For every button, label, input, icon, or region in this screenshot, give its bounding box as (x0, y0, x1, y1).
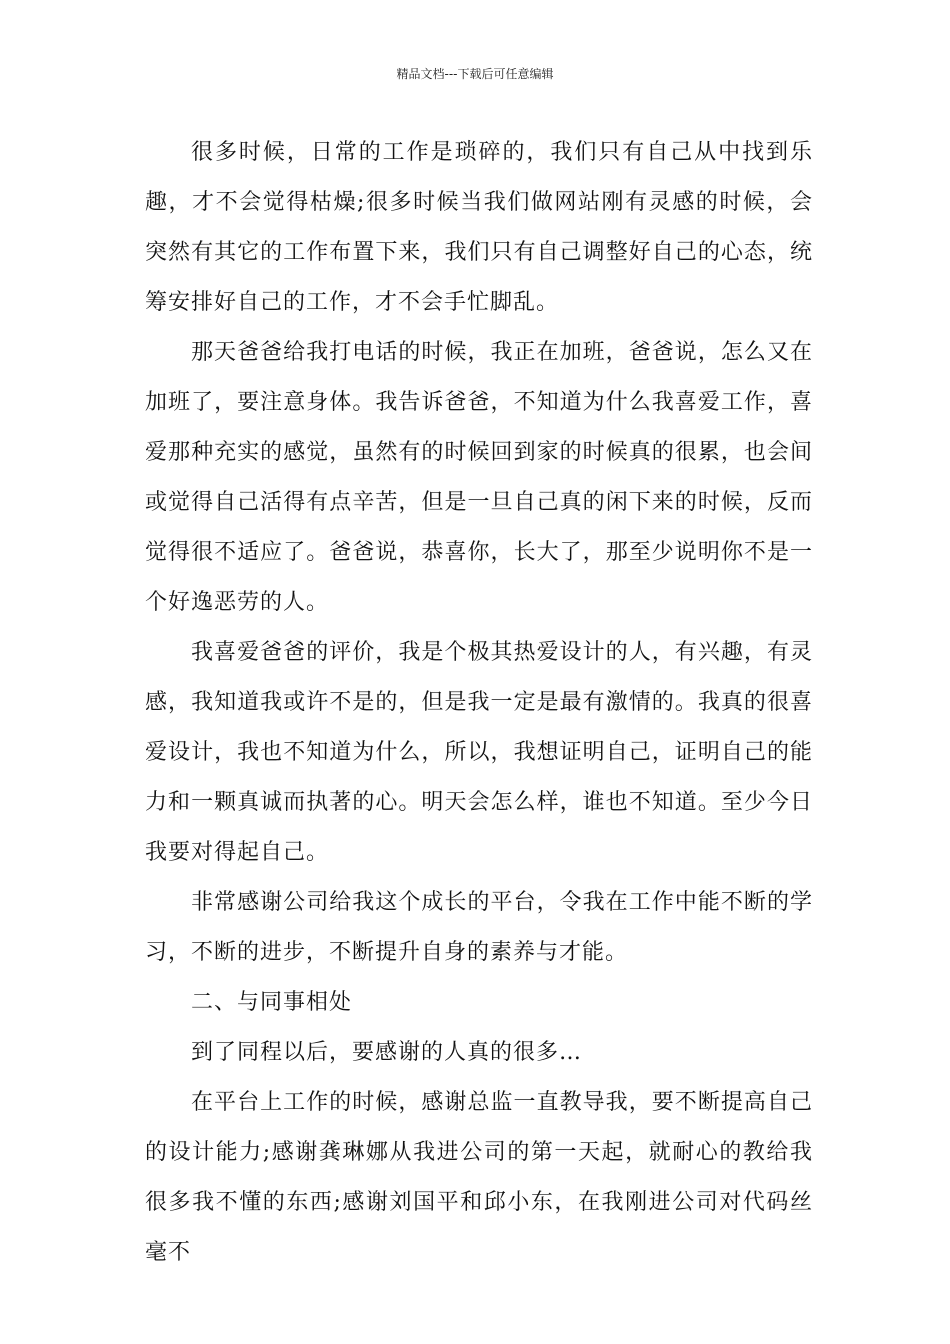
section-heading-colleagues: 二、与同事相处 (191, 990, 353, 1015)
paragraph-love-design: 我喜爱爸爸的评价，我是个极其热爱设计的人，有兴趣，有灵感，我知道我或许不是的，但是我一定是最有激情的。我真的很喜爱设计，我也不知道为什么，所以，我想证明自己，证明自己的能力和一颗真诚而执著的心。明天会怎么样，谁也不知道。至少今日我要对得起自己。 (145, 640, 813, 865)
paragraph-thanks-company: 非常感谢公司给我这个成长的平台，令我在工作中能不断的学习，不断的进步，不断提升自身的素养与才能。 (145, 890, 813, 965)
paragraph-thanks-colleagues: 在平台上工作的时候，感谢总监一直教导我，要不断提高自己的设计能力;感谢龚琳娜从我进公司的第一天起，就耐心的教给我很多我不懂的东西;感谢刘国平和邱小东，在我刚进公司对代码丝毫不 (145, 1090, 813, 1265)
paragraph-many-thanks: 到了同程以后，要感谢的人真的很多… (191, 1040, 583, 1065)
page-header: 精品文档---下载后可任意编辑 (396, 67, 554, 81)
paragraph-daily-work: 很多时候，日常的工作是琐碎的，我们只有自己从中找到乐趣，才不会觉得枯燥;很多时候当我们做网站刚有灵感的时候，会突然有其它的工作布置下来，我们只有自己调整好自己的心态，统筹安排好自己的工作，才不会手忙脚乱。 (145, 140, 813, 315)
paragraph-father-call: 那天爸爸给我打电话的时候，我正在加班，爸爸说，怎么又在加班了，要注意身体。我告诉爸爸，不知道为什么我喜爱工作，喜爱那种充实的感觉，虽然有的时候回到家的时候真的很累，也会间或觉得自己活得有点辛苦，但是一旦自己真的闲下来的时候，反而觉得很不适应了。爸爸说，恭喜你，长大了，那至少说明你不是一个好逸恶劳的人。 (145, 340, 813, 615)
document-body (145, 128, 813, 1278)
